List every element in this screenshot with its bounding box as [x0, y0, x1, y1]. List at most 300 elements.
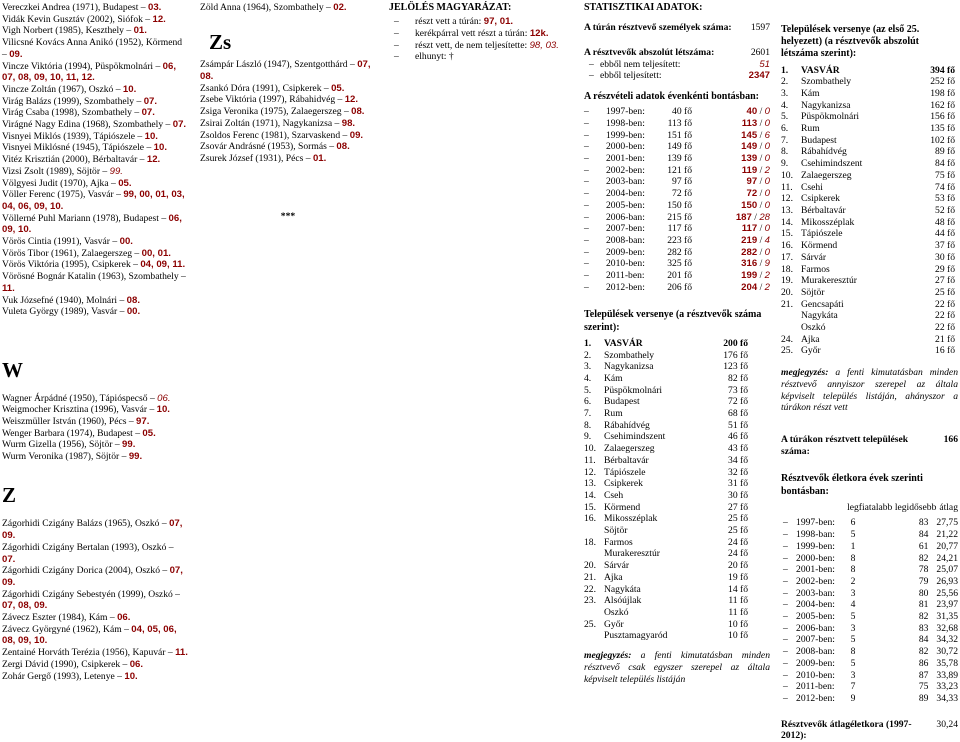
name-entry	[200, 118, 376, 130]
entry-years: 07.	[172, 119, 187, 131]
rank-number: 12.	[781, 193, 793, 205]
entry-text: Vincze Viktória (1994), Püspökmolnári –	[2, 60, 163, 72]
count: 89 fő	[935, 146, 955, 158]
year: 2007-ben:	[796, 634, 835, 646]
count: 24 fő	[728, 548, 748, 560]
oldest: 81	[918, 599, 929, 611]
count: 32 fő	[728, 466, 748, 478]
dash: –	[783, 587, 788, 599]
entry-text: Zergi Dávid (1990), Csipkerek –	[2, 658, 130, 670]
town: Rum	[604, 408, 623, 420]
rank-row	[781, 322, 955, 334]
rank-row	[584, 490, 748, 502]
count: 252 fő	[930, 76, 955, 88]
split	[692, 235, 770, 247]
rank-row	[781, 135, 955, 147]
age-row	[781, 541, 958, 553]
total: 325 fő	[667, 258, 692, 270]
youngest: 3	[850, 587, 856, 599]
town: Tápiószele	[801, 228, 843, 240]
rank-number: 20.	[781, 286, 793, 298]
entry-years: 08.	[351, 106, 365, 118]
rank-row	[584, 408, 748, 420]
count: 21 fő	[935, 333, 955, 345]
name-entry	[200, 130, 376, 142]
entry-years: 07, 09.	[2, 565, 183, 588]
entry-years: 07.	[141, 107, 155, 119]
year: 2004-ben:	[606, 188, 645, 200]
average: 33,89	[936, 669, 958, 681]
name-entry	[2, 416, 188, 428]
average-age: Résztvevők átlagéletkora (1997-2012): 30,24	[781, 718, 958, 742]
legend-sample: 97, 01.	[483, 16, 514, 28]
town: Murakeresztúr	[604, 548, 660, 560]
column-3	[389, 2, 564, 63]
age-head: legidősebb	[894, 501, 937, 513]
entry-years: 00.	[119, 236, 133, 248]
entry-years: 04, 09, 11.	[140, 259, 186, 271]
rank-number: 6.	[781, 123, 789, 135]
note-1: megjegyzés: a fenti kimutatásban minden résztvevő csak egyszer szerepel az általa képviselt település listáján	[584, 650, 770, 685]
town: Mikosszéplak	[604, 513, 658, 525]
rank-number: 18.	[781, 263, 793, 275]
count: 43 fő	[728, 443, 748, 455]
age-row	[781, 564, 958, 576]
yearly-row	[584, 200, 770, 212]
entry-years: 01.	[312, 152, 327, 164]
yearly-row	[584, 118, 770, 130]
dash: –	[783, 552, 788, 564]
rank-number	[584, 525, 604, 537]
town: Pusztamagyaród	[604, 630, 668, 642]
count: 162 fő	[930, 99, 955, 111]
completed: 119	[741, 164, 758, 176]
count: 75 fő	[935, 169, 955, 181]
year: 2001-ben:	[796, 564, 835, 576]
entry-text: Virágné Nagy Edina (1968), Szombathely –	[2, 119, 173, 131]
name-entry	[2, 428, 188, 440]
youngest: 5	[850, 634, 856, 646]
unfinished: 2	[764, 270, 770, 282]
name-entry	[2, 14, 188, 26]
slash: /	[757, 164, 765, 176]
entry-text: Zsankó Dóra (1991), Csipkerek –	[200, 82, 332, 94]
entry-text: Virág Balázs (1999), Szombathely –	[2, 95, 144, 107]
youngest: 5	[850, 529, 856, 541]
entry-text: Vörös Tibor (1961), Zalaegerszeg –	[2, 247, 142, 259]
entries-z-end	[200, 2, 376, 14]
rank-row	[584, 338, 748, 350]
yearly-row	[584, 282, 770, 294]
unfinished: 0	[764, 223, 770, 235]
rank-number	[781, 322, 801, 334]
name-entry	[2, 189, 188, 212]
rank-number	[584, 630, 604, 642]
count: 14 fő	[728, 583, 748, 595]
entry-years: 07.	[2, 553, 16, 565]
entry-text: Zentainé Horváth Terézia (1956), Kapuvár –	[2, 647, 176, 659]
entry-years: 09.	[349, 129, 364, 141]
name-entry	[2, 166, 188, 178]
total: 117 fő	[667, 223, 692, 235]
town: Nagykáta	[801, 310, 838, 322]
year: 2010-ben:	[796, 669, 835, 681]
age-row	[781, 681, 958, 693]
total: 282 fő	[667, 246, 692, 258]
section-stars: ***	[280, 210, 296, 222]
count: 27 fő	[935, 275, 955, 287]
legend-label: részt vett, de nem teljesítette:	[415, 39, 530, 51]
entry-text: Wurm Veronika (1987), Söjtör –	[2, 451, 129, 463]
rank-row	[781, 310, 955, 322]
entry-years: 10.	[156, 404, 170, 416]
split	[692, 141, 770, 153]
dash: –	[783, 540, 788, 552]
rank-number: 7.	[781, 134, 789, 146]
dash: –	[584, 164, 589, 176]
entry-text: Virág Csaba (1998), Szombathely –	[2, 107, 142, 119]
rank-number: 1.	[584, 337, 592, 349]
rank-number: 25.	[584, 618, 596, 630]
entry-text: Zsirai Zoltán (1971), Nagykanizsa –	[200, 117, 342, 129]
rank-row	[584, 595, 748, 607]
dash: –	[783, 599, 788, 611]
rank2-table	[781, 65, 955, 358]
name-entry	[2, 119, 188, 131]
entries-w	[2, 393, 188, 463]
rank-number: 6.	[584, 396, 592, 408]
age-table	[781, 502, 958, 705]
rank-number: 22.	[584, 583, 596, 595]
entry-years: 99, 00, 01, 03, 04, 06, 09, 10.	[2, 189, 185, 212]
legend-item	[389, 51, 564, 63]
rank-number: 15.	[781, 228, 793, 240]
town: Püspökmolnári	[801, 111, 860, 123]
dash: –	[783, 611, 788, 623]
town: Farmos	[604, 536, 633, 548]
entry-years: 06.	[117, 612, 131, 624]
rank-row	[584, 350, 748, 362]
column-1	[2, 2, 188, 682]
count: 37 fő	[935, 240, 955, 252]
dash: –	[584, 153, 589, 164]
entry-text: Závecz Eszter (1984), Kám –	[2, 612, 118, 624]
name-entry	[200, 2, 376, 14]
age-row	[781, 634, 958, 646]
yearly-row	[584, 188, 770, 200]
total: 121 fő	[667, 164, 692, 176]
legend-item	[389, 28, 564, 40]
youngest: 3	[850, 669, 856, 681]
entry-text: Vilicsné Kovács Anna Anikó (1952), Körmend –	[2, 37, 183, 60]
slash: /	[757, 223, 765, 235]
rank-row	[584, 420, 748, 432]
rank-number: 3.	[584, 361, 592, 373]
name-entry	[2, 589, 188, 612]
completed: 150	[741, 199, 758, 211]
count: 16 fő	[935, 345, 955, 357]
name-entry	[2, 236, 188, 248]
count: 31 fő	[728, 478, 748, 490]
year: 2012-ben:	[606, 281, 645, 293]
rank-number: 9.	[584, 431, 592, 443]
count: 82 fő	[728, 372, 748, 384]
unfinished: 9	[764, 258, 770, 270]
average: 30,72	[936, 646, 958, 658]
entry-text: Zohár Gergő (1993), Letenye –	[2, 670, 125, 682]
split	[692, 153, 770, 165]
rank-number: 4.	[584, 372, 592, 384]
split	[692, 223, 770, 235]
rank-row	[584, 455, 748, 467]
count: 48 fő	[935, 216, 955, 228]
name-entry	[2, 659, 188, 671]
split	[692, 212, 770, 224]
rank-number: 13.	[584, 478, 596, 490]
dash: –	[584, 141, 589, 153]
total: 215 fő	[667, 211, 692, 223]
town: Kám	[801, 87, 820, 99]
completed: 145	[741, 129, 758, 141]
yearly-row	[584, 270, 770, 282]
split	[692, 130, 770, 142]
town: Nagykáta	[604, 583, 641, 595]
count: 53 fő	[935, 193, 955, 205]
entries-v	[2, 2, 188, 318]
rank-number: 1.	[781, 64, 789, 76]
dash: –	[584, 188, 589, 200]
rank-row	[781, 65, 955, 77]
rank-row	[781, 158, 955, 170]
year: 2009-ben:	[796, 657, 835, 669]
dash: –	[783, 657, 788, 669]
average: 20,77	[936, 540, 958, 552]
youngest: 8	[850, 552, 856, 564]
youngest: 4	[850, 599, 856, 611]
entry-years: 06, 07, 08, 09, 10, 11, 12.	[2, 60, 177, 84]
rank-number: 21.	[584, 571, 596, 583]
count: 29 fő	[935, 263, 955, 275]
name-entry	[2, 96, 188, 108]
unfinished: 2	[764, 164, 770, 176]
town: Csehi	[801, 181, 823, 193]
oldest: 87	[918, 669, 929, 681]
rank-number: 2.	[781, 76, 789, 88]
town: Ajka	[801, 333, 820, 345]
youngest: 1	[850, 540, 856, 552]
unfinished: 0	[764, 153, 770, 164]
slash: /	[757, 258, 765, 270]
year: 2002-ben:	[606, 164, 645, 176]
entry-years: 07, 08, 09.	[2, 600, 48, 612]
count: 73 fő	[728, 384, 748, 396]
name-entry	[2, 565, 188, 588]
entry-years: 06, 09, 10.	[2, 212, 182, 236]
town: VASVÁR	[604, 337, 643, 349]
year: 2002-ben:	[796, 575, 835, 587]
dash: –	[783, 634, 788, 646]
count: 51 fő	[728, 419, 748, 431]
rank-row	[584, 607, 748, 619]
letter-heading-z: Z	[2, 482, 17, 507]
entry-text: Vincze Zoltán (1967), Oszkó –	[2, 83, 123, 95]
age-title: Résztvevők életkora évek szerinti bontásban:	[781, 473, 923, 497]
absolute-count: A résztvevők abszolút létszáma: 2601	[584, 46, 770, 58]
town: Körmend	[604, 501, 641, 513]
total: 223 fő	[667, 234, 692, 246]
yearly-row	[584, 165, 770, 177]
age-row	[781, 553, 958, 565]
town: Csipkerek	[801, 193, 840, 205]
rank-number: 8.	[781, 146, 789, 158]
total: 139 fő	[667, 153, 692, 164]
rank-row	[781, 88, 955, 100]
rank-row	[584, 396, 748, 408]
name-entry	[2, 61, 188, 84]
year: 2003-ban:	[606, 176, 645, 188]
entry-years: 97.	[136, 416, 150, 427]
entry-text: Zsiga Veronika (1975), Zalaegerszeg –	[200, 106, 352, 118]
rank1-table	[584, 338, 748, 642]
rank-number: 11.	[781, 181, 793, 193]
entry-years: 06.	[129, 658, 144, 670]
entry-text: Visnyei Miklósné (1945), Tápiószele –	[2, 142, 154, 154]
entry-years: 10.	[122, 83, 137, 95]
entry-years: 10.	[124, 670, 138, 682]
rank-number: 15.	[584, 501, 596, 513]
town: VASVÁR	[801, 64, 840, 76]
absolute-breakdown: – ebből nem teljesített: 51 – ebből teljesített: 2347	[584, 59, 770, 82]
entries-zs	[200, 59, 376, 164]
year: 2006-ban:	[796, 622, 835, 634]
year: 2004-ben:	[796, 599, 835, 611]
youngest: 9	[850, 692, 856, 704]
entry-years: 11.	[175, 647, 188, 659]
entry-years: 04, 05, 06, 08, 09, 10.	[2, 623, 177, 647]
blank	[781, 502, 796, 518]
entry-years-unfinished: 99.	[109, 165, 123, 177]
average: 23,97	[936, 599, 958, 611]
towns-count: A túrákon résztvett települések száma: 166	[781, 433, 958, 457]
entry-text: Wurm Gizella (1956), Söjtör –	[2, 439, 123, 451]
name-entry	[200, 106, 376, 118]
count: 34 fő	[728, 454, 748, 466]
town: Budapest	[801, 134, 837, 146]
legend-title: JELÖLÉS MAGYARÁZAT:	[389, 2, 512, 13]
dash: –	[584, 270, 589, 282]
town: Söjtör	[801, 286, 825, 298]
rank-number: 10.	[584, 443, 596, 455]
youngest: 6	[850, 517, 856, 529]
yearly-row	[584, 141, 770, 153]
entry-years: 07, 09.	[2, 518, 183, 542]
age-head: legfiatalabb	[847, 501, 893, 513]
rank-number: 3.	[781, 87, 789, 99]
split	[692, 200, 770, 212]
rank-number: 17.	[781, 251, 793, 263]
slash: /	[757, 199, 765, 211]
rank-row	[584, 548, 748, 560]
split	[692, 247, 770, 259]
year: 1998-ben:	[606, 117, 645, 129]
entry-text: Wenger Barbara (1974), Budapest –	[2, 427, 143, 439]
split	[692, 165, 770, 177]
name-entry	[2, 107, 188, 119]
age-row	[781, 517, 958, 529]
split	[692, 176, 770, 188]
town: Söjtör	[604, 525, 628, 537]
yearly-title: A részvételi adatok évenkénti bontásban:	[584, 91, 759, 102]
slash: /	[757, 281, 765, 293]
completed: 72	[746, 188, 758, 200]
town: Rábahídvég	[801, 146, 847, 158]
dash: –	[783, 622, 788, 634]
entry-text: Zágorhidi Czigány Balázs (1965), Oszkó –	[2, 518, 170, 530]
count: 27 fő	[728, 501, 748, 513]
oldest: 80	[918, 587, 929, 599]
rank-number: 7.	[584, 408, 592, 420]
legend-list	[389, 16, 564, 63]
total: 150 fő	[667, 199, 692, 211]
entry-text: Zsoldos Ferenc (1981), Szarvaskend –	[200, 129, 350, 141]
entry-years-unfinished: 06.	[157, 392, 171, 404]
unfinished: 0	[764, 199, 770, 211]
total: 97 fő	[672, 176, 692, 188]
year: 2003-ban:	[796, 587, 835, 599]
dash: –	[783, 646, 788, 658]
age-row	[781, 658, 958, 670]
rank-number: 9.	[781, 158, 789, 170]
average: 21,22	[936, 529, 958, 541]
count: 24 fő	[728, 536, 748, 548]
dash: –	[584, 246, 589, 258]
rank-number: 11.	[584, 454, 596, 466]
legend-sample: †	[448, 51, 454, 63]
entry-years: 05.	[118, 177, 132, 189]
rank-number: 16.	[781, 240, 793, 252]
entry-years: 10.	[153, 142, 167, 154]
name-entry	[2, 542, 188, 565]
name-entry	[2, 178, 188, 190]
oldest: 78	[918, 564, 929, 576]
year: 2000-ben:	[796, 552, 835, 564]
slash: /	[751, 211, 760, 223]
rank-row	[584, 361, 748, 373]
count: 123 fő	[723, 361, 748, 373]
total: 206 fő	[667, 281, 692, 293]
average: 32,68	[936, 622, 958, 634]
rank-number: 10.	[781, 169, 793, 181]
average: 31,35	[936, 611, 958, 623]
name-entry	[2, 518, 188, 541]
unfinished: 6	[764, 129, 770, 141]
year: 2011-ben:	[606, 270, 645, 282]
count: 10 fő	[728, 630, 748, 642]
oldest: 86	[918, 657, 929, 669]
entry-text: Zágorhidi Czigány Sebestyén (1999), Oszkó –	[2, 588, 180, 600]
rank-row	[781, 345, 955, 357]
name-entry	[200, 94, 376, 106]
average: 25,07	[936, 564, 958, 576]
age-header	[781, 502, 958, 518]
rank-row	[781, 275, 955, 287]
year: 2010-ben:	[606, 258, 645, 270]
completed: 117	[741, 223, 758, 235]
town: Szombathely	[604, 349, 655, 361]
yearly-row	[584, 106, 770, 118]
rank-row	[781, 100, 955, 112]
column-2	[200, 2, 376, 222]
